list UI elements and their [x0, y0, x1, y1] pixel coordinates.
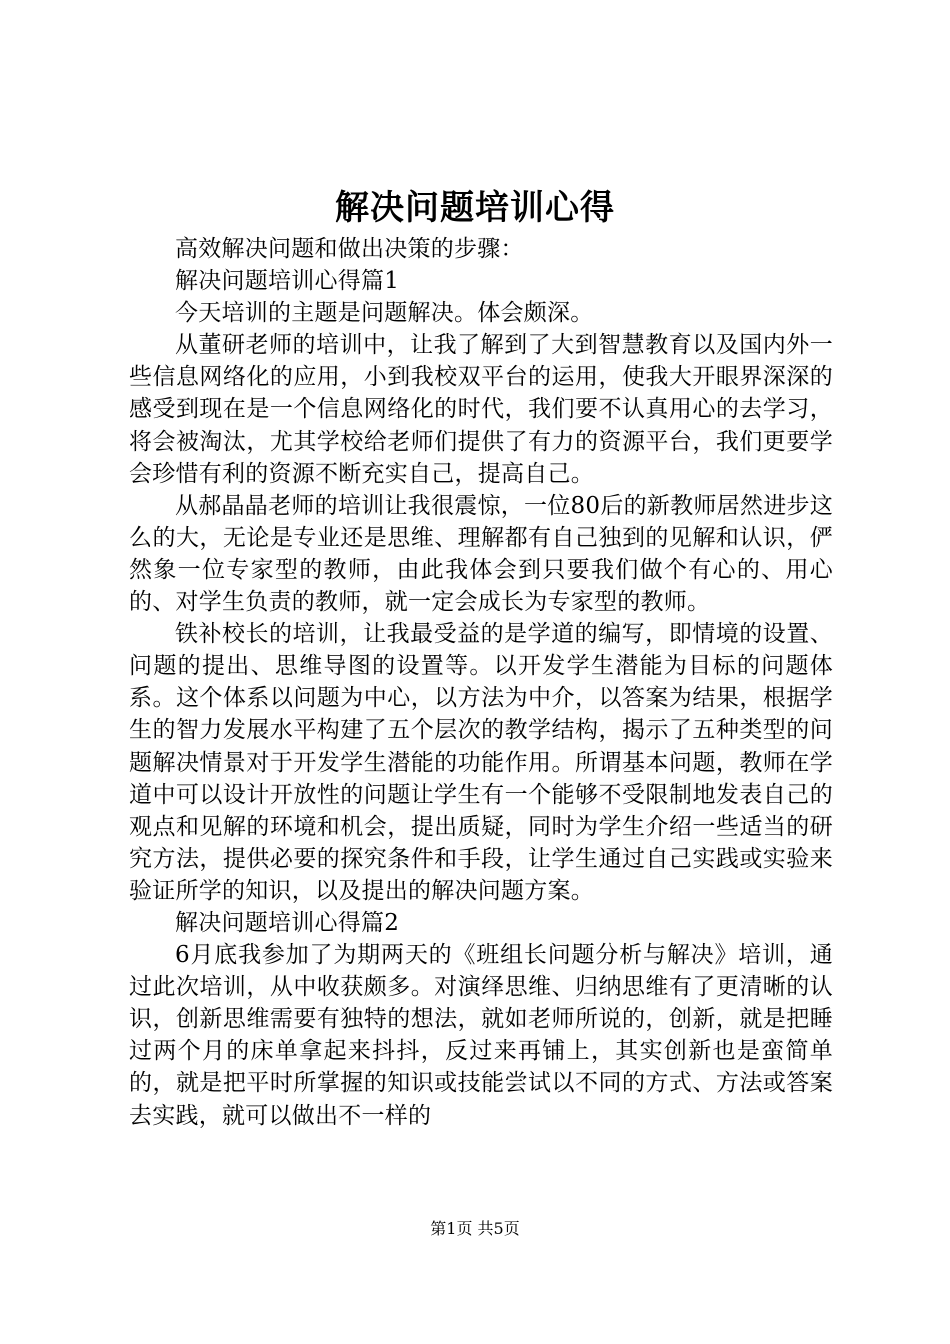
paragraph: 从董研老师的培训中，让我了解到了大到智慧教育以及国内外一些信息网络化的应用，小到我校双平台的运用，使我大开眼界深深的感受到现在是一个信息网络化的时代，我们要不认真用心的去学习，将会被淘汰，尤其学校给老师们提供了有力的资源平台，我们更要学会珍惜有利的资源不断充实自己，提高自己。 — [129, 332, 833, 487]
paragraph: 今天培训的主题是问题解决。体会颇深。 — [175, 300, 594, 327]
document-body — [129, 233, 833, 1132]
paragraph: 铁补校长的培训，让我最受益的是学道的编写，即情境的设置、问题的提出、思维导图的设置等。以开发学生潜能为目标的问题体系。这个体系以问题为中心，以方法为中介，以答案为结果，根据学生的智力发展水平构建了五个层次的教学结构，揭示了五种类型的问题解决情景对于开发学生潜能的功能作用。所谓基本问题，教师在学道中可以设计开放性的问题让学生有一个能够不受限制地发表自己的观点和见解的环境和机会，提出质疑，同时为学生介绍一些适当的研究方法，提供必要的探究条件和手段，让学生通过自己实践或实验来验证所学的知识，以及提出的解决问题方案。 — [129, 621, 833, 904]
paragraph: 从郝晶晶老师的培训让我很震惊，一位80后的新教师居然进步这么的大，无论是专业还是思维、理解都有自己独到的见解和认识，俨然象一位专家型的教师，由此我体会到只要我们做个有心的、用心的、对学生负责的教师，就一定会成长为专家型的教师。 — [129, 492, 833, 616]
section-heading-2: 解决问题培训心得篇2 — [175, 909, 400, 936]
paragraph: 6月底我参加了为期两天的《班组长问题分析与解决》培训，通过此次培训，从中收获颇多。对演绎思维、归纳思维有了更清晰的认识，创新思维需要有独特的想法，就如老师所说的，创新，就是把睡过两个月的床单拿起来抖抖，反过来再铺上，其实创新也是蛮简单的，就是把平时所掌握的知识或技能尝试以不同的方式、方法或答案去实践，就可以做出不一样的 — [129, 942, 833, 1129]
paragraph-steps-heading: 高效解决问题和做出决策的步骤： — [175, 236, 524, 262]
document-title: 解决问题培训心得 — [335, 188, 615, 228]
section-heading-1: 解决问题培训心得篇1 — [175, 268, 400, 295]
page-number-footer: 第1页 共5页 — [430, 1219, 520, 1238]
